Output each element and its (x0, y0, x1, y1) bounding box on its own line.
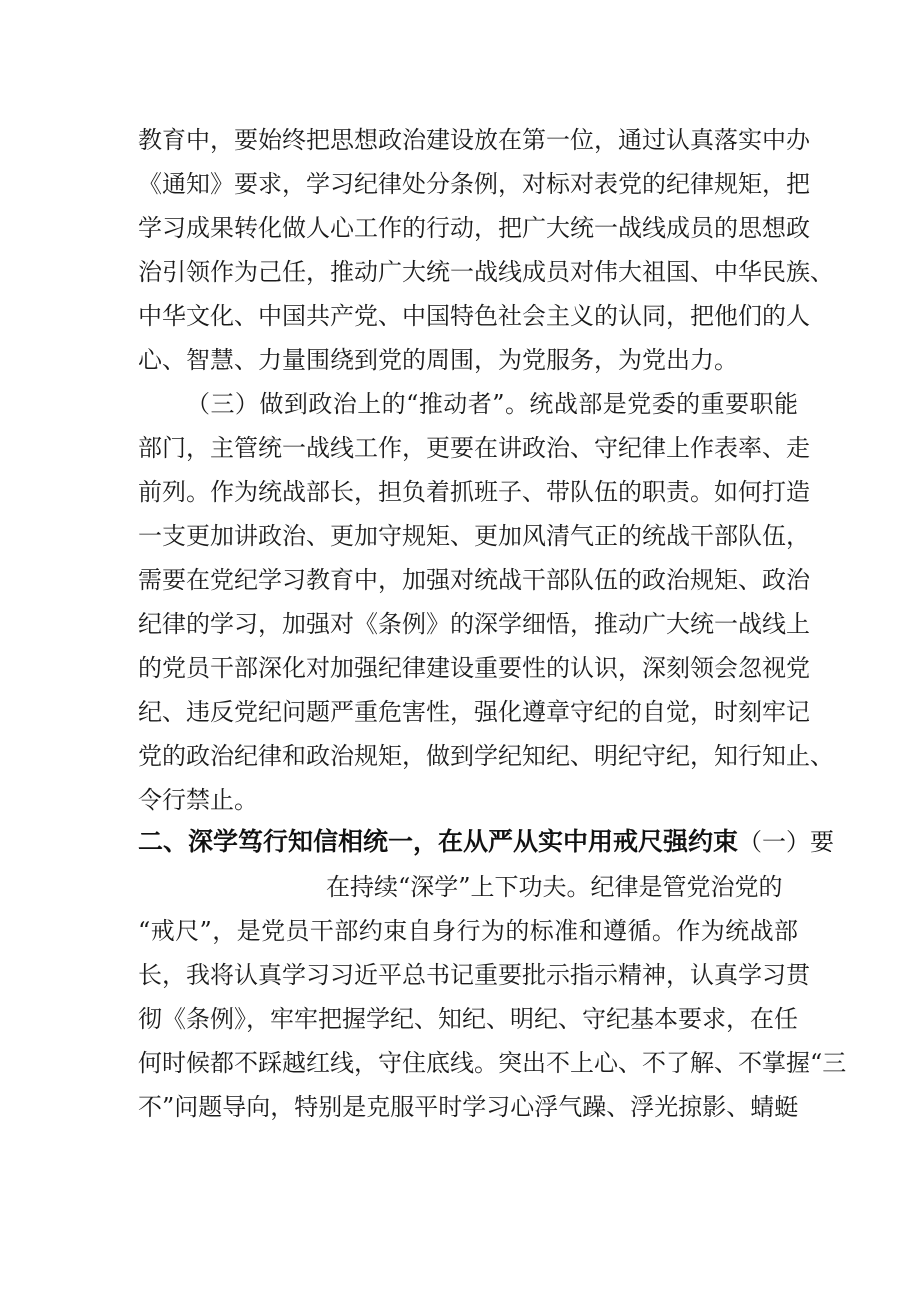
text-line: 的党员干部深化对加强纪律建设重要性的认识，深刻领会忽视党 (138, 654, 810, 682)
text-line: 中华文化、中国共产党、中国特色社会主义的认同，把他们的人 (138, 302, 810, 330)
text-line: 党的政治纪律和政治规矩，做到学纪知纪、明纪守纪，知行知止、 (138, 742, 834, 770)
text-line: 《通知》要求，学习纪律处分条例，对标对表党的纪律规矩，把 (138, 170, 810, 198)
text-line: “戒尺”，是党员干部约束自身行为的标准和遵循。作为统战部 (138, 917, 798, 945)
text-line: 纪、违反党纪问题严重危害性，强化遵章守纪的自觉，时刻牢记 (138, 698, 810, 726)
text-line: 令行禁止。 (138, 786, 258, 814)
text-line: （三）做到政治上的“推动者”。统战部是党委的重要职能 (186, 390, 798, 418)
section-heading-title: 二、深学笃行知信相统一，在从严从实中用戒尺强约束 (138, 827, 739, 856)
text-line: 纪律的学习，加强对《条例》的深学细悟，推动广大统一战线上 (138, 610, 810, 638)
section-heading-tail: （一）要 (738, 828, 835, 856)
text-line: 学习成果转化做人心工作的行动，把广大统一战线成员的思想政 (138, 214, 810, 242)
text-line: 需要在党纪学习教育中，加强对统战干部队伍的政治规矩、政治 (138, 566, 810, 594)
text-line: 部门，主管统一战线工作，更要在讲政治、守纪律上作表率、走 (138, 434, 810, 462)
text-line: 不”问题导向，特别是克服平时学习心浮气躁、浮光掠影、蜻蜓 (138, 1093, 799, 1121)
text-line: 治引领作为己任，推动广大统一战线成员对伟大祖国、中华民族、 (138, 258, 834, 286)
text-line: 何时候都不踩越红线，守住底线。突出不上心、不了解、不掌握“三 (138, 1049, 847, 1077)
text-line: 教育中，要始终把思想政治建设放在第一位，通过认真落实中办 (138, 126, 810, 154)
text-line: 长，我将认真学习习近平总书记重要批示指示精神，认真学习贯 (138, 961, 810, 989)
text-line: 在持续“深学”上下功夫。纪律是管党治党的 (326, 873, 783, 901)
text-line: 前列。作为统战部长，担负着抓班子、带队伍的职责。如何打造 (138, 478, 810, 506)
text-line: 彻《条例》，牢牢把握学纪、知纪、明纪、守纪基本要求，在任 (138, 1005, 798, 1033)
text-line: 一支更加讲政治、更加守规矩、更加风清气正的统战干部队伍， (138, 522, 810, 550)
text-line: 心、智慧、力量围绕到党的周围，为党服务，为党出力。 (138, 346, 738, 374)
